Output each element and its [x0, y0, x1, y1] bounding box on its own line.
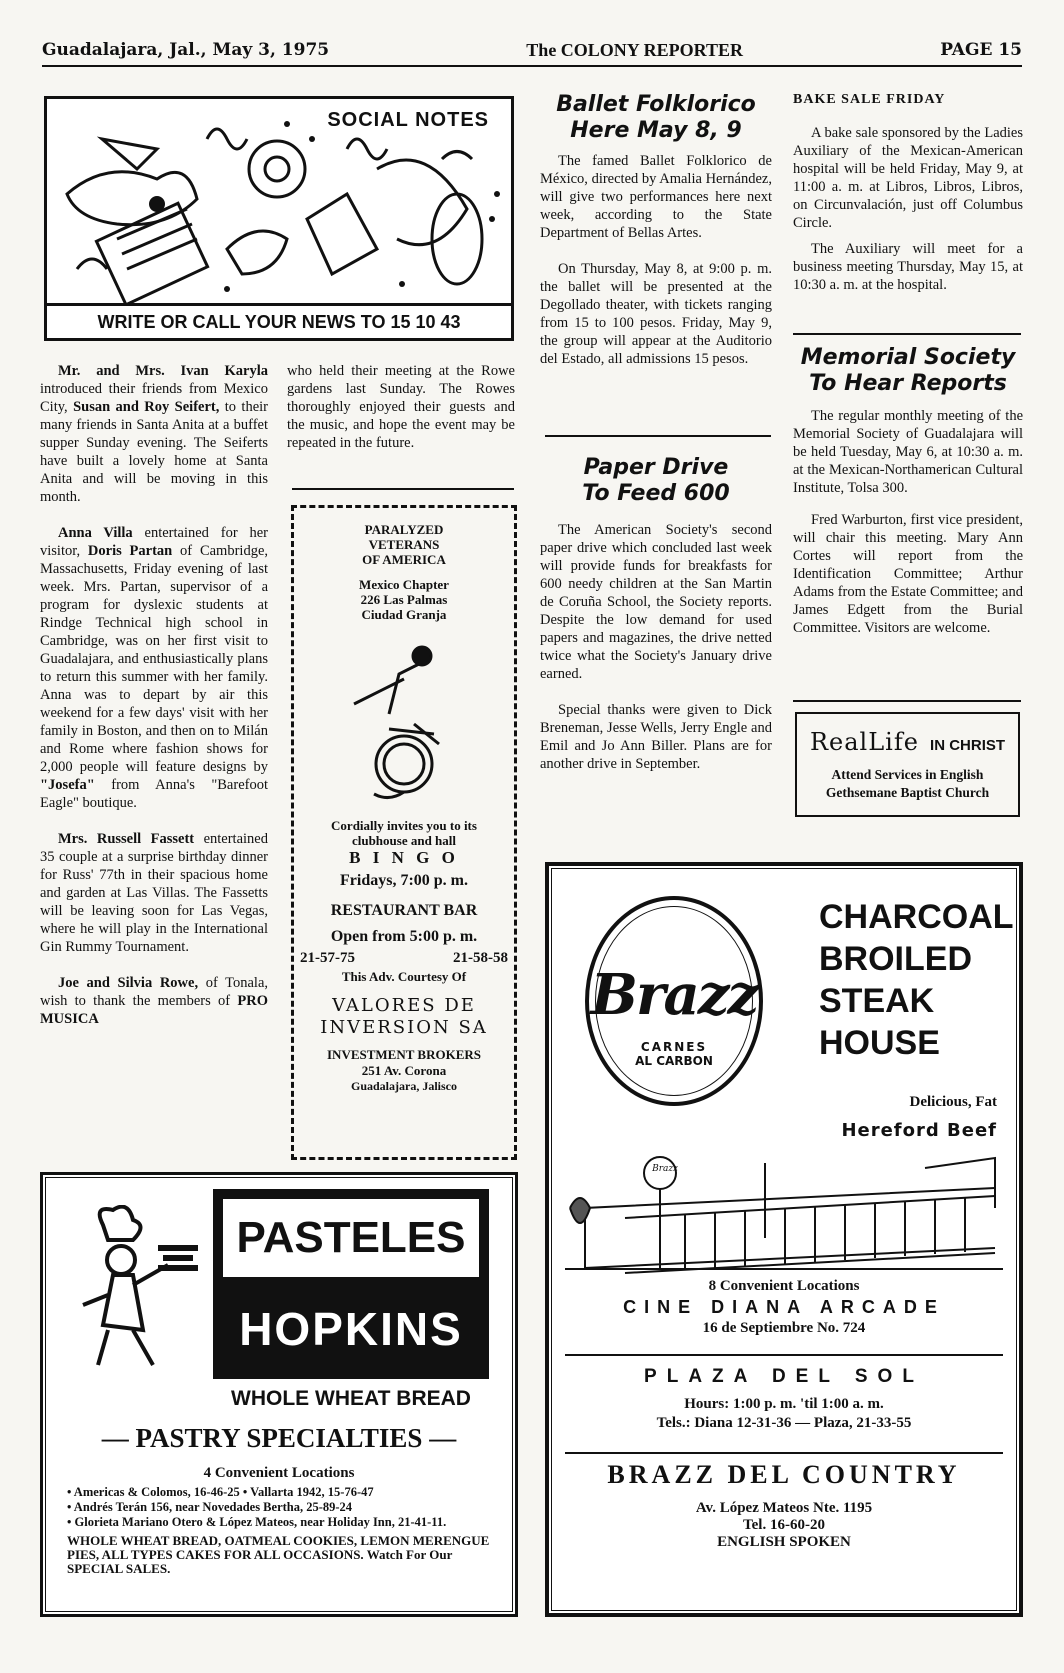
social-notes-banner — [44, 96, 514, 341]
header-page-number: PAGE 15 — [940, 40, 1022, 60]
restaurant-building-illustration — [565, 1148, 1005, 1298]
memorial-headline: Memorial Society To Hear Reports — [800, 345, 1016, 396]
pva-bingo-time: Fridays, 7:00 p. m. — [340, 872, 468, 889]
ballet-headline: Ballet Folklorico Here May 8, 9 — [556, 92, 756, 143]
divider — [292, 488, 514, 490]
paralyzed-veterans-ad: PARALYZED VETERANS OF AMERICA Mexico Chapter 226 Las Palmas Ciudad Granja Cordially invites you to its clubhouse and hall B I N G O Fridays, 7:00 p. m. RESTAURANT BAR Open from 5:00 p. m. 21-57-75 21-58-58 This Adv. Courtesy Of VALORES DE INVERSION SA INVESTMENT BROKERS 251 Av. Corona Guadalajara, Jalisco — [291, 505, 517, 1160]
brazz-steak-house-ad: Brazz CARNES AL CARBON CHARCOAL BROILED STEAK HOUSE Delicious, Fat Hereford Beef Brazz 8 Convenient Locations CINE DIANA ARCADE 16 de Septiembre No. 724 PLAZA DEL SOL Hours: 1:00 p. m. 'til 1:00 a. m. Tels.: Diana 12-31-36 — Plaza, 21-33-55 BRAZZ DEL COUNTRY Av. López Mateos Nte. 1195 Tel. 16-60-20 ENGLISH SPOKEN — [545, 862, 1023, 1617]
note-rowe: Joe and Silvia Rowe, of Tonala, wish to thank the members of PRO MUSICA — [40, 975, 269, 1027]
header-masthead: The COLONY REPORTER — [526, 40, 744, 60]
brazz-headline: CHARCOAL BROILED STEAK HOUSE — [819, 898, 1014, 1062]
pva-restaurant: RESTAURANT BAR — [330, 902, 478, 919]
divider — [793, 333, 1021, 335]
brazz-plaza-del-sol: PLAZA DEL SOL — [644, 1366, 924, 1387]
brazz-logo: Brazz CARNES AL CARBON — [585, 896, 763, 1106]
divider — [545, 435, 771, 437]
wheelchair-illustration — [344, 634, 464, 804]
pva-phone-1: 21-57-75 — [300, 950, 355, 966]
real-life-logo: RealLife — [809, 728, 919, 756]
pasteles-hopkins-ad: PASTELES HOPKINS WHOLE WHEAT BREAD — PASTRY SPECIALTIES — 4 Convenient Locations • Americas & Colomos, 16-46-25 • Vallarta 1942, 15-76-47 • Andrés Terán 156, near Novedades Bertha, 25-89-24 • Glorieta Mariano Otero & López Mateos, near Holiday Inn, 21-41-11. WHOLE WHEAT BREAD, OATMEAL COOKIES, LEMON MERENGUE PIES, ALL TYPES CAKES FOR ALL OCCASIONS. Watch For Our SPECIAL SALES. — [40, 1172, 518, 1617]
divider — [793, 700, 1021, 702]
social-notes-banner-text: WRITE OR CALL YOUR NEWS TO 15 10 43 — [47, 303, 511, 338]
note-karyla: Mr. and Mrs. Ivan Karyla introduced their friends from Mexico City, Susan and Roy Seifert, to their many friends in Santa Anita at a buffet supper Sunday evening. The Seiferts have built a lovely home at Santa Anita and will be moving in this month. — [40, 363, 268, 505]
social-notes-column — [40, 362, 268, 1042]
pasteles-hopkins-logo: PASTELES HOPKINS — [213, 1189, 489, 1379]
chef-illustration — [73, 1205, 203, 1375]
church-ad: RealLife IN CHRIST Attend Services in English Gethsemane Baptist Church — [795, 712, 1020, 817]
brazz-sign-text: Brazz — [652, 1164, 678, 1174]
paper-drive-headline: Paper Drive To Feed 600 — [582, 455, 730, 506]
pva-phone-2: 21-58-58 — [453, 950, 508, 966]
paper-drive-article: Paper Drive To Feed 600 The American Society's second paper drive which concluded last week will provide funds for breakfasts for 600 needy children at the San Martin de Coruña School, the Society reports. Despite the low demand for used papers and magazines, the drive netted twice what the Society's January drive earned. Special thanks were given to Dick Breneman, Jesse Wells, Jerry Engle and Emil and Jo Ann Biller. Plans are for another drive in September. — [540, 455, 772, 772]
brazz-cine-diana: CINE DIANA ARCADE — [623, 1297, 945, 1317]
pasteles-locations: • Americas & Colomos, 16-46-25 • Vallarta 1942, 15-76-47 • Andrés Terán 156, near Novedades Bertha, 25-89-24 • Glorieta Mariano Otero & López Mateos, near Holiday Inn, 21-41-11. WHOLE WHEAT BREAD, OATMEAL COOKIES, LEMON MERENGUE PIES, ALL TYPES CAKES FOR ALL OCCASIONS. Watch For Our SPECIAL SALES. — [67, 1485, 490, 1576]
brazz-del-country: BRAZZ DEL COUNTRY — [607, 1460, 961, 1489]
valores-logo: VALORES DE INVERSION SA — [320, 995, 488, 1038]
note-villa: Anna Villa entertained for her visitor, Doris Partan of Cambridge, Massachusetts, Friday evening of last week. Mrs. Partan, supervisor of a program for dyslexic students at Rindge Technical high school in Cambridge, was on her first visit to Guadalajara, and enthusiastically plans to return this summer with her family. Anna was to depart by air this weekend for a few days' visit with her family in Boston, and then on to Milán and Rome where fashion shows for 2,000 people will feature designs by "Josefa" from Anna's "Barefoot Eagle" boutique. — [40, 525, 268, 811]
bake-sale-title: BAKE SALE FRIDAY — [793, 92, 946, 107]
ballet-article: Ballet Folklorico Here May 8, 9 The famed Ballet Folklorico de México, directed by Amalia Hernández, will give two performances here next week, according to the State Department of Bellas Artes. On Thursday, May 8, at 9:00 p. m. the ballet will be presented at the Degollado theater, with tickets ranging from 15 to 100 pesos. Friday, May 9, the group will appear at the Auditorio del Estado, all admissions 15 pesos. — [540, 92, 772, 367]
pva-invite: Cordially invites you to its clubhouse and hall — [331, 818, 477, 848]
pva-open-hours: Open from 5:00 p. m. — [330, 928, 478, 945]
header-dateline: Guadalajara, Jal., May 3, 1975 — [42, 40, 330, 60]
pva-bingo: B I N G O — [349, 848, 459, 867]
social-notes-title: SOCIAL NOTES — [327, 109, 489, 131]
note-fassett: Mrs. Russell Fassett entertained 35 couple at a surprise birthday dinner for Russ' 77th in their spacious home and garden at Las Villas. The Fassetts will be leaving soon for Las Vegas, where he will play in the International Gin Rummy Tournament. — [40, 831, 268, 955]
social-notes-continuation: who held their meeting at the Rowe gardens last Sunday. The Rowes thoroughly enjoyed their guests and the music, and hope the event may be repeated in the future. — [287, 363, 515, 451]
bake-sale-article: BAKE SALE FRIDAY A bake sale sponsored by the Ladies Auxiliary of the Mexican-American hospital will be held Friday, May 9, at 11:00 a. m. at Libros, Libros, Libros, on Circunvalación, just off Columbus Circle. The Auxiliary will meet for a business meeting Thursday, May 15, at 10:30 a. m. at the hospital. — [793, 92, 1023, 293]
page-header — [42, 40, 1022, 67]
memorial-society-article: Memorial Society To Hear Reports The regular monthly meeting of the Memorial Society of Guadalajara will be held Tuesday, May 6, at 10:30 a. m. at the Mexican-Northamerican Cultural Institute, Tolsa 300. Fred Warburton, first vice president, will chair this meeting. Mary Ann Cortes will report from the Identification Committee; Arthur Adams from the Estate Committee; and James Edgett from the Burial Committee. Visitors are welcome. — [793, 345, 1023, 636]
pastry-specialties: — PASTRY SPECIALTIES — — [101, 1423, 457, 1453]
